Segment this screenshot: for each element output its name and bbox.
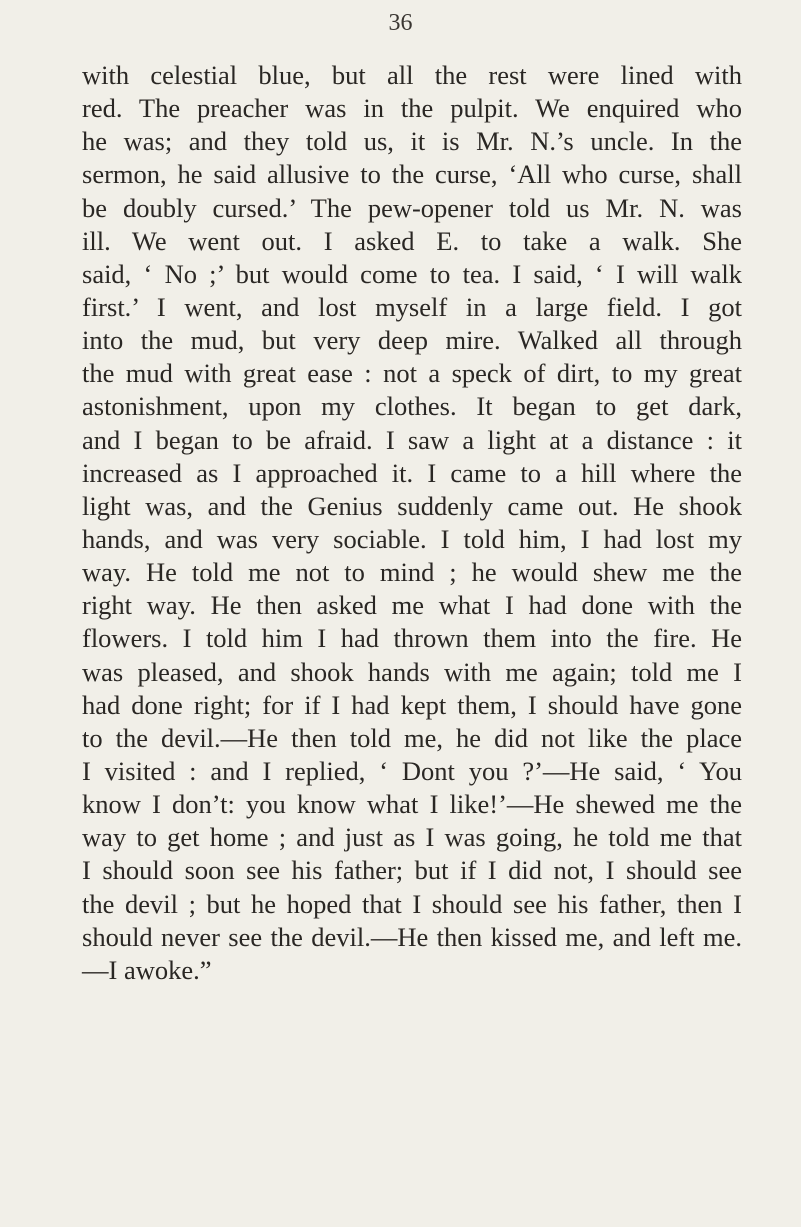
page-number: 36 [388,10,413,36]
text-line: sermon, he said allusive to the curse, ‘All who curse, shall [82,159,742,190]
text-line: I should soon see his father; but if I did not, I should see [82,855,742,886]
text-line: had done right; for if I had kept them, I should have gone [82,689,742,720]
text-line: he was; and they told us, it is Mr. N.’s uncle. In the [82,126,742,157]
text-line: be doubly cursed.’ The pew-opener told us Mr. N. was [82,192,742,223]
text-line: way to get home ; and just as I was going, he told me that [82,822,742,853]
text-line: hands, and was very sociable. I told him, I had lost my [82,523,742,554]
text-line: increased as I approached it. I came to a hill where the [82,457,742,488]
text-line: red. The preacher was in the pulpit. We enquired who [82,93,742,124]
text-line: astonishment, upon my clothes. It began to get dark, [82,391,742,422]
text-line: flowers. I told him I had thrown them into the fire. He [82,623,742,654]
text-line: know I don’t: you know what I like!’—He shewed me the [82,789,742,820]
text-line: to the devil.—He then told me, he did not like the place [82,722,742,753]
text-line: should never see the devil.—He then kissed me, and left me. [82,921,742,952]
text-line: first.’ I went, and lost myself in a large field. I got [82,291,742,322]
text-line: into the mud, but very deep mire. Walked all through [82,325,742,356]
text-line: ill. We went out. I asked E. to take a walk. She [82,225,742,256]
text-line: the devil ; but he hoped that I should see his father, then I [82,888,742,919]
text-line: with celestial blue, but all the rest were lined with [82,60,742,90]
text-line: and I began to be afraid. I saw a light at a distance : it [82,424,742,455]
text-line: I visited : and I replied, ‘ Dont you ?’—He said, ‘ You [82,755,742,786]
text-line: was pleased, and shook hands with me again; told me I [82,656,742,687]
text-line: way. He told me not to mind ; he would shew me the [82,557,742,588]
body-text [82,59,742,987]
text-line: light was, and the Genius suddenly came out. He shook [82,490,742,521]
text-line: said, ‘ No ;’ but would come to tea. I said, ‘ I will walk [82,258,742,289]
text-line-final: —I awoke.” [82,954,212,985]
text-line: right way. He then asked me what I had done with the [82,590,742,621]
text-line: the mud with great ease : not a speck of dirt, to my great [82,358,742,389]
